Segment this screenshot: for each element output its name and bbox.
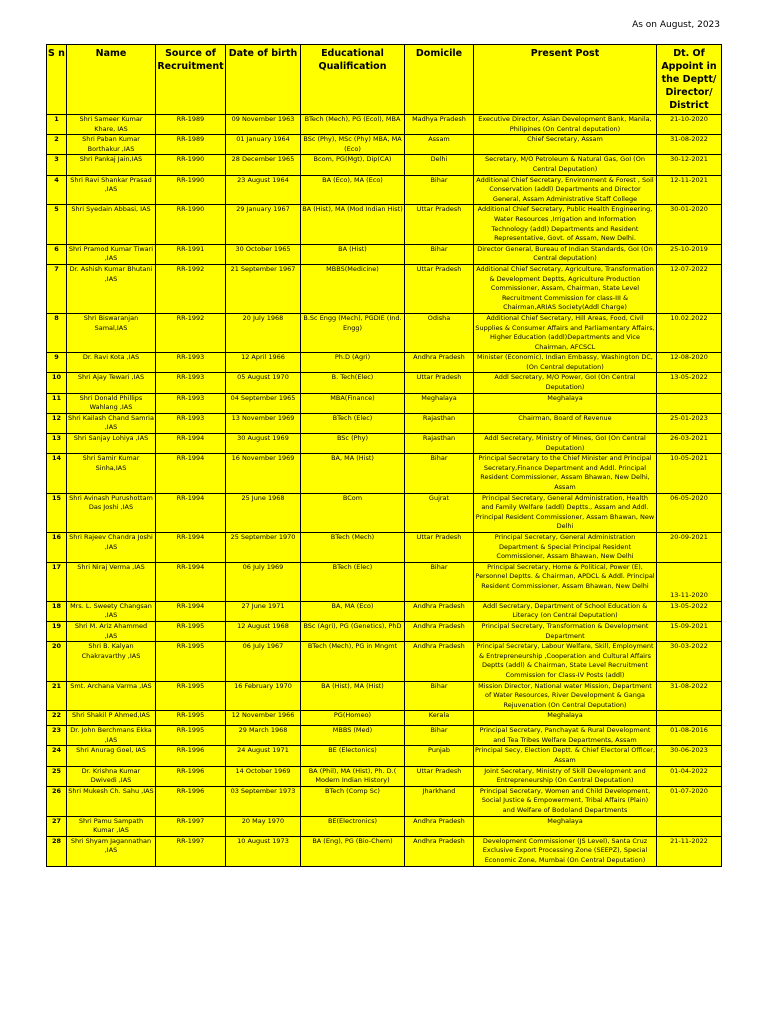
- row-dob: 06 July 1969: [226, 562, 301, 601]
- row-name: Shri Donald Phillips Wahlang ,IAS: [67, 393, 156, 413]
- row-domicile: Uttar Pradesh: [405, 205, 474, 244]
- row-name: Shri Sanjay Lohiya ,IAS: [67, 434, 156, 454]
- row-sn: 11: [47, 393, 67, 413]
- row-qualification: MBBS(Medicine): [301, 264, 405, 313]
- row-dob: 05 August 1970: [226, 373, 301, 393]
- row-name: Shri Anurag Goel, IAS: [67, 746, 156, 766]
- row-domicile: Bihar: [405, 175, 474, 205]
- row-name: Dr. Ravi Kota ,IAS: [67, 353, 156, 373]
- row-dob: 06 July 1967: [226, 642, 301, 681]
- row-name: Shri M. Ariz Ahammed ,IAS: [67, 621, 156, 641]
- row-appointment-date: 25-01-2023: [657, 413, 722, 433]
- row-present-post: Secretary, M/O Petroleum & Natural Gas, GoI (On Central Deputation): [474, 155, 657, 175]
- header-source: Source of Recruitment: [156, 45, 226, 115]
- row-appointment-date: 01-08-2016: [657, 726, 722, 746]
- row-source: RR-1993: [156, 393, 226, 413]
- row-present-post: Principal Secretary, General Administration Department & Special Principal Resident Commissioner, Assam Bhawan, New Delhi: [474, 532, 657, 562]
- row-name: Shri Ravi Shankar Prasad ,IAS: [67, 175, 156, 205]
- row-name: Shri Avinash Purushottam Das Joshi ,IAS: [67, 493, 156, 532]
- row-name: Mrs. L. Sweety Changsan ,IAS: [67, 601, 156, 621]
- row-qualification: Bcom, PG(Mgt), Dip(CA): [301, 155, 405, 175]
- row-source: RR-1989: [156, 115, 226, 135]
- row-dob: 03 September 1973: [226, 786, 301, 816]
- row-dob: 23 August 1964: [226, 175, 301, 205]
- row-name: Shri Paban Kumar Borthakur ,IAS: [67, 135, 156, 155]
- officers-table: [46, 44, 722, 867]
- row-qualification: MBA(Finance): [301, 393, 405, 413]
- row-domicile: Delhi: [405, 155, 474, 175]
- row-name: Dr. Ashish Kumar Bhutani ,IAS: [67, 264, 156, 313]
- row-present-post: Joint Secretary, Ministry of Skill Development and Entrepreneurship (On Central Deputation): [474, 766, 657, 786]
- row-dob: 12 November 1966: [226, 711, 301, 726]
- row-domicile: Uttar Pradesh: [405, 766, 474, 786]
- table-row: [47, 434, 722, 454]
- row-name: Smt. Archana Varma ,IAS: [67, 681, 156, 711]
- row-source: RR-1994: [156, 601, 226, 621]
- row-qualification: B.Sc Engg (Mech), PGDIE (Ind. Engg): [301, 313, 405, 352]
- row-present-post: Chief Secretary, Assam: [474, 135, 657, 155]
- row-domicile: Odisha: [405, 313, 474, 352]
- row-qualification: BSc (Agri), PG (Genetics), PhD: [301, 621, 405, 641]
- table-row: [47, 601, 722, 621]
- row-domicile: Assam: [405, 135, 474, 155]
- row-qualification: BA (Phil), MA (Hist), Ph. D.( Modern Indian History): [301, 766, 405, 786]
- row-appointment-date: [657, 393, 722, 413]
- row-source: RR-1989: [156, 135, 226, 155]
- row-name: Shri Niraj Verma ,IAS: [67, 562, 156, 601]
- header-sn: S n: [47, 45, 67, 115]
- table-row: [47, 621, 722, 641]
- row-name: Shri Pamu Sampath Kumar ,IAS: [67, 816, 156, 836]
- row-sn: 19: [47, 621, 67, 641]
- row-qualification: PG(Homeo): [301, 711, 405, 726]
- row-qualification: B. Tech(Elec): [301, 373, 405, 393]
- row-dob: 27 June 1971: [226, 601, 301, 621]
- header-row: [47, 45, 722, 115]
- row-dob: 21 September 1967: [226, 264, 301, 313]
- row-source: RR-1994: [156, 454, 226, 493]
- row-sn: 18: [47, 601, 67, 621]
- table-row: [47, 205, 722, 244]
- row-qualification: BA, MA (Eco): [301, 601, 405, 621]
- row-appointment-date: 12-07-2022: [657, 264, 722, 313]
- row-dob: 10 August 1973: [226, 836, 301, 866]
- row-source: RR-1993: [156, 353, 226, 373]
- row-qualification: BTech (Mech): [301, 532, 405, 562]
- row-qualification: BSc (Phy): [301, 434, 405, 454]
- row-dob: 04 September 1965: [226, 393, 301, 413]
- row-source: RR-1994: [156, 562, 226, 601]
- row-name: Shri Samir Kumar Sinha,IAS: [67, 454, 156, 493]
- row-name: Shri Rajeev Chandra Joshi ,IAS: [67, 532, 156, 562]
- row-qualification: BE(Electronics): [301, 816, 405, 836]
- row-appointment-date: 21-11-2022: [657, 836, 722, 866]
- row-present-post: Minister (Economic), Indian Embassy, Washington DC, (On Central deputation): [474, 353, 657, 373]
- header-name: Name: [67, 45, 156, 115]
- row-domicile: Bihar: [405, 244, 474, 264]
- row-appointment-date: 21-10-2020: [657, 115, 722, 135]
- row-present-post: Principal Secy, Election Deptt. & Chief Electoral Officer, Assam: [474, 746, 657, 766]
- table-row: [47, 642, 722, 681]
- table-row: [47, 155, 722, 175]
- row-qualification: BA, MA (Hist): [301, 454, 405, 493]
- row-domicile: Uttar Pradesh: [405, 373, 474, 393]
- row-appointment-date: 01-07-2020: [657, 786, 722, 816]
- row-domicile: Meghalaya: [405, 393, 474, 413]
- row-domicile: Bihar: [405, 681, 474, 711]
- row-sn: 22: [47, 711, 67, 726]
- row-name: Shri Mukesh Ch. Sahu ,IAS: [67, 786, 156, 816]
- row-present-post: Addl Secretary, Department of School Education & Literacy (on Central Deputation): [474, 601, 657, 621]
- row-present-post: Mission Director, National water Mission, Department of Water Resources, River Development & Ganga Rejuvenation (On Central Deputation): [474, 681, 657, 711]
- row-dob: 16 February 1970: [226, 681, 301, 711]
- row-present-post: Meghalaya: [474, 711, 657, 726]
- row-appointment-date: 13-05-2022: [657, 601, 722, 621]
- row-appointment-date: 30-03-2022: [657, 642, 722, 681]
- row-name: Shri Kailash Chand Samria ,IAS: [67, 413, 156, 433]
- row-sn: 8: [47, 313, 67, 352]
- row-source: RR-1992: [156, 264, 226, 313]
- row-present-post: Addl Secretary, M/O Power, GoI (On Central Deputation): [474, 373, 657, 393]
- row-source: RR-1990: [156, 175, 226, 205]
- row-appointment-date: 12-11-2021: [657, 175, 722, 205]
- row-source: RR-1996: [156, 766, 226, 786]
- table-row: [47, 562, 722, 601]
- row-source: RR-1993: [156, 413, 226, 433]
- row-dob: 29 January 1967: [226, 205, 301, 244]
- table-row: [47, 373, 722, 393]
- row-dob: 09 November 1963: [226, 115, 301, 135]
- row-domicile: Rajasthan: [405, 434, 474, 454]
- row-dob: 20 July 1968: [226, 313, 301, 352]
- row-source: RR-1995: [156, 726, 226, 746]
- row-appointment-date: 30-06-2023: [657, 746, 722, 766]
- header-qualification: Educational Qualification: [301, 45, 405, 115]
- row-qualification: MBBS (Med): [301, 726, 405, 746]
- row-sn: 3: [47, 155, 67, 175]
- row-sn: 16: [47, 532, 67, 562]
- row-name: Shri Ajay Tewari ,IAS: [67, 373, 156, 393]
- row-sn: 13: [47, 434, 67, 454]
- table-row: [47, 313, 722, 352]
- table-row: [47, 244, 722, 264]
- table-row: [47, 726, 722, 746]
- row-sn: 6: [47, 244, 67, 264]
- row-sn: 1: [47, 115, 67, 135]
- row-sn: 2: [47, 135, 67, 155]
- row-sn: 26: [47, 786, 67, 816]
- table-row: [47, 711, 722, 726]
- row-source: RR-1990: [156, 205, 226, 244]
- row-appointment-date: 10-05-2021: [657, 454, 722, 493]
- row-present-post: Principal Secretary, Labour Welfare, Skill, Employment & Entrepreneurship ,Cooperation and Cultural Affairs Deptts (addl) & Chairman, State Level Recruitment Commission for Class-IV Posts (addl): [474, 642, 657, 681]
- table-row: [47, 413, 722, 433]
- row-dob: 25 June 1968: [226, 493, 301, 532]
- row-domicile: Bihar: [405, 726, 474, 746]
- row-sn: 20: [47, 642, 67, 681]
- row-domicile: Bihar: [405, 454, 474, 493]
- row-qualification: BA (Hist): [301, 244, 405, 264]
- row-appointment-date: 15-09-2021: [657, 621, 722, 641]
- row-qualification: BA (Eng), PG (Bio-Chem): [301, 836, 405, 866]
- row-sn: 24: [47, 746, 67, 766]
- row-qualification: BSc (Phy), MSc (Phy) MBA, MA (Eco): [301, 135, 405, 155]
- row-name: Shri Shakil P Ahmed,IAS: [67, 711, 156, 726]
- row-present-post: Meghalaya: [474, 393, 657, 413]
- row-present-post: Addl Secretary, Ministry of Mines, GoI (On Central Deputation): [474, 434, 657, 454]
- row-sn: 7: [47, 264, 67, 313]
- row-sn: 28: [47, 836, 67, 866]
- row-domicile: Bihar: [405, 562, 474, 601]
- row-domicile: Punjab: [405, 746, 474, 766]
- row-sn: 27: [47, 816, 67, 836]
- row-source: RR-1994: [156, 493, 226, 532]
- row-dob: 14 October 1969: [226, 766, 301, 786]
- row-appointment-date: [657, 711, 722, 726]
- row-present-post: Principal Secretary, Panchayat & Rural Development and Tea Tribes Welfare Departments, Assam: [474, 726, 657, 746]
- row-present-post: Development Commissioner (JS Level), Santa Cruz Exclusive Export Processing Zone (SEEPZ), Special Economic Zone, Mumbai (On Central Deputation): [474, 836, 657, 866]
- row-present-post: Principal Secretary, Transformation & Development Department: [474, 621, 657, 641]
- row-appointment-date: 13-05-2022: [657, 373, 722, 393]
- table-row: [47, 766, 722, 786]
- row-present-post: Additional Chief Secretary, Public Health Engineering, Water Resources ,Irrigation and Information Technology (addl) Departments and Resident Representative, Govt. of Assam, New Delhi.: [474, 205, 657, 244]
- row-appointment-date: 06-05-2020: [657, 493, 722, 532]
- table-row: [47, 786, 722, 816]
- row-appointment-date: 20-09-2021: [657, 532, 722, 562]
- row-present-post: Principal Secretary, General Administration, Health and Family Welfare (addl) Deptts., Assam and Addl. Principal Resident Commissioner, Assam Bhawan, New Delhi: [474, 493, 657, 532]
- row-source: RR-1995: [156, 621, 226, 641]
- row-present-post: Chairman, Board of Revenue: [474, 413, 657, 433]
- table-row: [47, 264, 722, 313]
- row-qualification: BTech (Elec): [301, 413, 405, 433]
- row-name: Shri Pramod Kumar Tiwari ,IAS: [67, 244, 156, 264]
- row-present-post: Additional Chief Secretary, Agriculture, Transformation & Development Deptts, Agriculture Production Commissioner, Assam, Chairman, State Level Recruitment Commission for class-III & Chairman,ARIAS Society(Addl Charge): [474, 264, 657, 313]
- row-domicile: Rajasthan: [405, 413, 474, 433]
- row-qualification: BA (Hist), MA (Hist): [301, 681, 405, 711]
- row-source: RR-1995: [156, 681, 226, 711]
- row-name: Shri Syedain Abbasi, IAS: [67, 205, 156, 244]
- table-row: [47, 175, 722, 205]
- row-domicile: Andhra Pradesh: [405, 836, 474, 866]
- row-qualification: BTech (Mech), PG in Mngmt: [301, 642, 405, 681]
- row-source: RR-1992: [156, 313, 226, 352]
- row-present-post: Executive Director, Asian Development Bank, Manila, Philipines (On Central deputation): [474, 115, 657, 135]
- row-name: Shri Sameer Kumar Khare, IAS: [67, 115, 156, 135]
- header-dob: Date of birth: [226, 45, 301, 115]
- row-name: Shri Shyam Jagannathan ,IAS: [67, 836, 156, 866]
- row-dob: 20 May 1970: [226, 816, 301, 836]
- row-present-post: Additional Chief Secretary, Hill Areas, Food, Civil Supplies & Consumer Affairs and Parliamentary Affairs, Higher Education (addl)Departments and Vice Chairman, AFCSCL: [474, 313, 657, 352]
- row-appointment-date: 25-10-2019: [657, 244, 722, 264]
- row-present-post: Director General, Bureau of Indian Standards, GoI (On Central deputation): [474, 244, 657, 264]
- row-qualification: BTech (Elec): [301, 562, 405, 601]
- row-qualification: BTech (Comp Sc): [301, 786, 405, 816]
- row-appointment-date: 26-03-2021: [657, 434, 722, 454]
- row-domicile: Kerala: [405, 711, 474, 726]
- table-row: [47, 816, 722, 836]
- row-source: RR-1997: [156, 836, 226, 866]
- row-dob: 01 January 1964: [226, 135, 301, 155]
- row-domicile: Uttar Pradesh: [405, 264, 474, 313]
- header-present-post: Present Post: [474, 45, 657, 115]
- row-domicile: Jharkhand: [405, 786, 474, 816]
- row-domicile: Andhra Pradesh: [405, 642, 474, 681]
- row-source: RR-1993: [156, 373, 226, 393]
- row-source: RR-1995: [156, 642, 226, 681]
- row-appointment-date: 31-08-2022: [657, 135, 722, 155]
- row-domicile: Gujrat: [405, 493, 474, 532]
- row-sn: 15: [47, 493, 67, 532]
- row-qualification: BE (Electonics): [301, 746, 405, 766]
- row-name: Dr. Krishna Kumar Dwivedi ,IAS: [67, 766, 156, 786]
- row-domicile: Uttar Pradesh: [405, 532, 474, 562]
- row-present-post: Meghalaya: [474, 816, 657, 836]
- row-domicile: Andhra Pradesh: [405, 816, 474, 836]
- row-dob: 30 August 1969: [226, 434, 301, 454]
- table-row: [47, 454, 722, 493]
- row-qualification: Ph.D (Agri): [301, 353, 405, 373]
- row-dob: 24 August 1971: [226, 746, 301, 766]
- row-sn: 25: [47, 766, 67, 786]
- table-row: [47, 115, 722, 135]
- row-source: RR-1995: [156, 711, 226, 726]
- row-name: Dr. John Berchmans Ekka ,IAS: [67, 726, 156, 746]
- row-dob: 12 August 1968: [226, 621, 301, 641]
- row-source: RR-1997: [156, 816, 226, 836]
- row-source: RR-1996: [156, 746, 226, 766]
- row-name: Shri Pankaj Jain,IAS: [67, 155, 156, 175]
- row-qualification: BTech (Mech), PG (Ecol), MBA: [301, 115, 405, 135]
- row-dob: 12 April 1966: [226, 353, 301, 373]
- row-dob: 28 December 1965: [226, 155, 301, 175]
- row-sn: 14: [47, 454, 67, 493]
- as-on-date: As on August, 2023: [632, 20, 720, 30]
- row-sn: 9: [47, 353, 67, 373]
- row-sn: 5: [47, 205, 67, 244]
- row-qualification: BCom: [301, 493, 405, 532]
- row-sn: 21: [47, 681, 67, 711]
- row-appointment-date: 30-12-2021: [657, 155, 722, 175]
- table-body: [47, 115, 722, 867]
- table-row: [47, 681, 722, 711]
- header-appointment-date: Dt. Of Appoint in the Deptt/ Director/ District: [657, 45, 722, 115]
- row-domicile: Andhra Pradesh: [405, 621, 474, 641]
- row-source: RR-1990: [156, 155, 226, 175]
- row-dob: 13 November 1969: [226, 413, 301, 433]
- row-appointment-date: 13-11-2020: [657, 562, 722, 601]
- row-appointment-date: 31-08-2022: [657, 681, 722, 711]
- row-source: RR-1994: [156, 434, 226, 454]
- row-appointment-date: 12-08-2020: [657, 353, 722, 373]
- row-sn: 23: [47, 726, 67, 746]
- table-row: [47, 532, 722, 562]
- header-domicile: Domicile: [405, 45, 474, 115]
- row-appointment-date: 10.02.2022: [657, 313, 722, 352]
- row-name: Shri B. Kalyan Chakravarthy ,IAS: [67, 642, 156, 681]
- row-sn: 17: [47, 562, 67, 601]
- table-row: [47, 836, 722, 866]
- row-present-post: Additional Chief Secretary, Environment & Forest , Soil Conservation (addl) Departments and Director General, Assam Administrative Staff College: [474, 175, 657, 205]
- row-qualification: BA (Hist), MA (Mod Indian Hist): [301, 205, 405, 244]
- row-present-post: Principal Secretary to the Chief Minister and Principal Secretary,Finance Department and Addl. Principal Resident Commissioner, Assam Bhawan, New Delhi, Assam: [474, 454, 657, 493]
- row-source: RR-1994: [156, 532, 226, 562]
- row-dob: 16 November 1969: [226, 454, 301, 493]
- row-qualification: BA (Eco), MA (Eco): [301, 175, 405, 205]
- row-source: RR-1996: [156, 786, 226, 816]
- table-row: [47, 135, 722, 155]
- row-sn: 12: [47, 413, 67, 433]
- table-row: [47, 353, 722, 373]
- row-source: RR-1991: [156, 244, 226, 264]
- row-sn: 4: [47, 175, 67, 205]
- table-row: [47, 746, 722, 766]
- row-appointment-date: [657, 816, 722, 836]
- table-row: [47, 393, 722, 413]
- row-present-post: Principal Secretary, Home & Political, Power (E), Personnel Deptts. & Chairman, APDCL & Addl. Principal Resident Commissioner, Assam Bhawan, New Delhi: [474, 562, 657, 601]
- row-domicile: Madhya Pradesh: [405, 115, 474, 135]
- row-dob: 25 September 1970: [226, 532, 301, 562]
- row-dob: 29 March 1968: [226, 726, 301, 746]
- table-row: [47, 493, 722, 532]
- row-present-post: Principal Secretary, Women and Child Development, Social Justice & Empowerment, Tribal Affairs (Plain) and Welfare of Bodoland Departments: [474, 786, 657, 816]
- row-appointment-date: 30-01-2020: [657, 205, 722, 244]
- row-domicile: Andhra Pradesh: [405, 601, 474, 621]
- row-dob: 30 October 1965: [226, 244, 301, 264]
- row-domicile: Andhra Pradesh: [405, 353, 474, 373]
- row-sn: 10: [47, 373, 67, 393]
- row-name: Shri Biswaranjan Samal,IAS: [67, 313, 156, 352]
- row-appointment-date: 01-04-2022: [657, 766, 722, 786]
